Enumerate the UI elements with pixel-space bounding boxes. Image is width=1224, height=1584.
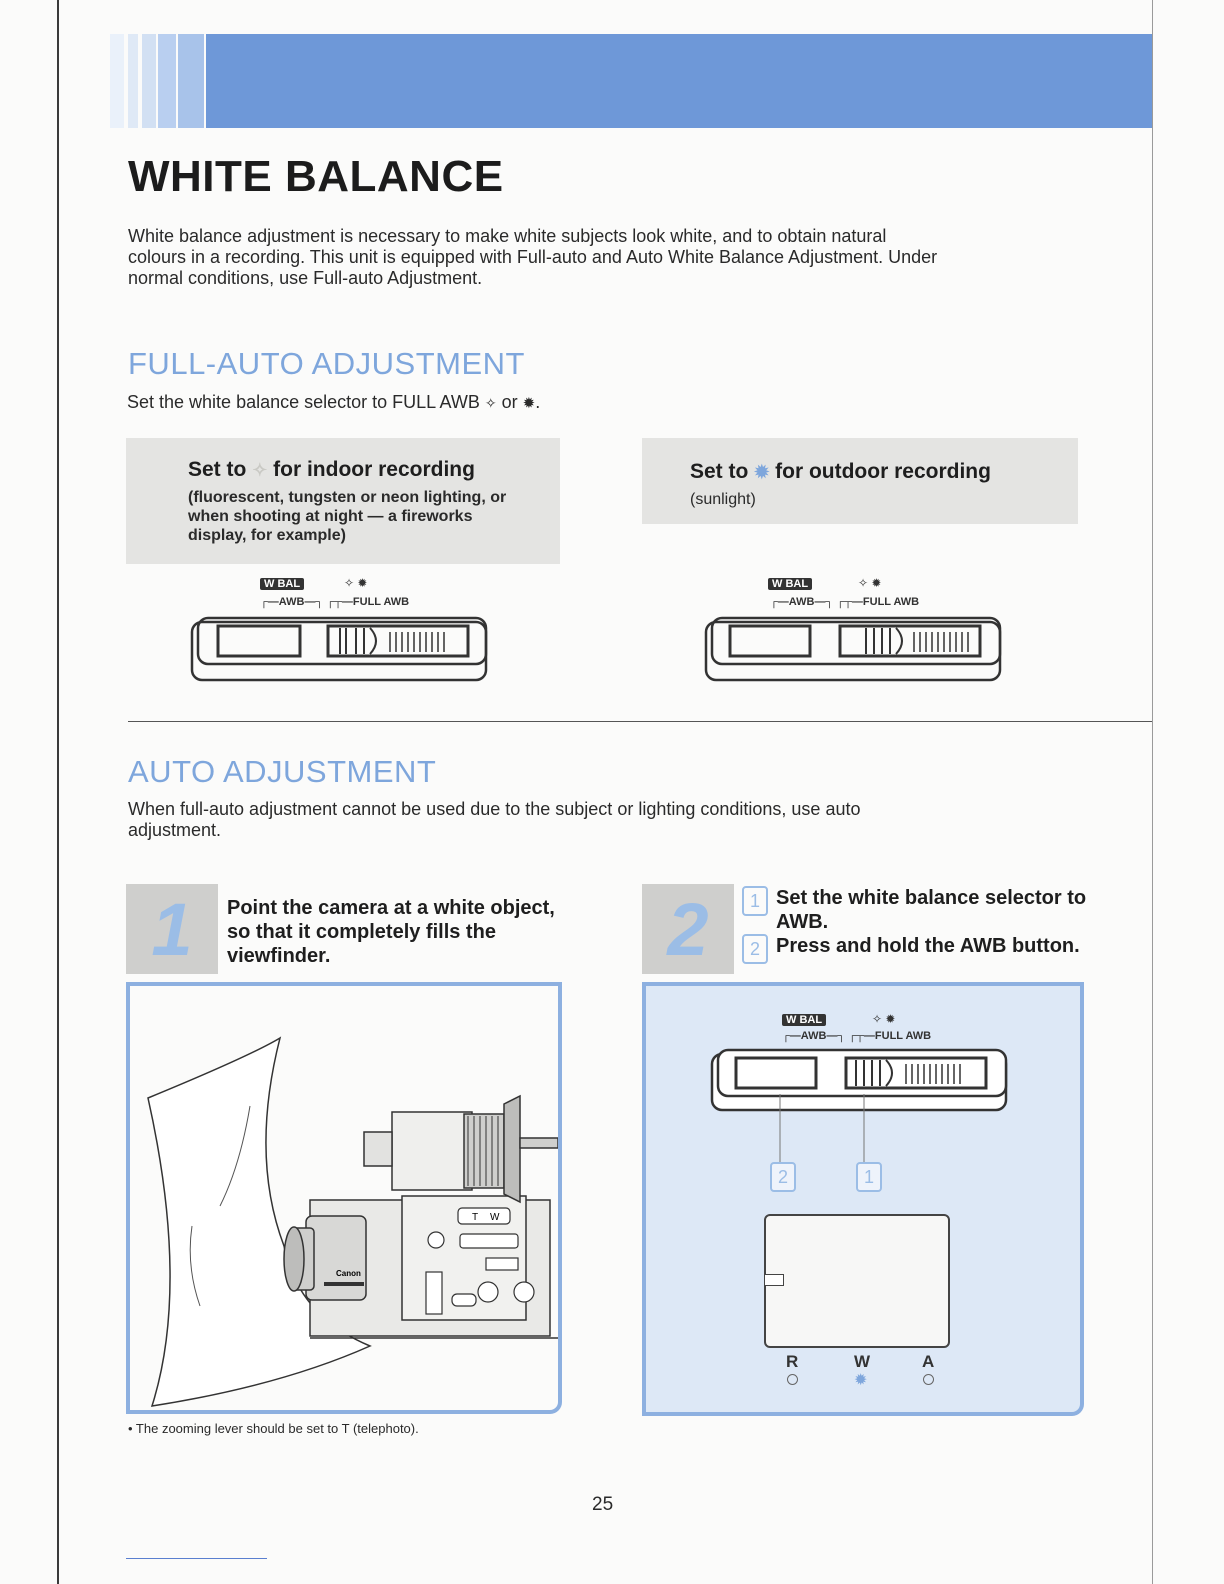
selector-diagram-indoor: [190, 576, 490, 686]
outdoor-title-post: for outdoor recording: [775, 460, 991, 483]
step-1-digit: 1: [151, 887, 193, 971]
indoor-title: [188, 458, 475, 482]
section-divider: [128, 721, 1152, 722]
bulb-sun-icons: ✧ ✹: [872, 1012, 896, 1026]
zoom-t-label: T: [472, 1212, 479, 1223]
intro-paragraph: White balance adjustment is necessary to make white subjects look white, and to obtain natural colours in a recording. This unit is equipped with Full-auto and Auto White Balance Adjustment. Under normal conditions, use Full-auto Adjustment.: [128, 226, 938, 288]
step-2-illustration: [642, 982, 1084, 1416]
awb-text: AWB: [788, 596, 815, 608]
bulb-icon: ✧: [252, 460, 268, 480]
outdoor-text: (sunlight): [690, 491, 756, 508]
awb-text: AWB: [278, 596, 305, 608]
switch-drawing: [704, 614, 1004, 686]
viewfinder-marker: [764, 1274, 784, 1286]
awb-label: ┌—AWB—┐ ┌┬—FULL AWB: [770, 596, 920, 608]
outdoor-box: [642, 438, 1078, 524]
viewfinder-screen: [764, 1214, 950, 1348]
camera-brand-label: Canon: [336, 1269, 361, 1278]
step-1-text: Point the camera at a white object, so that it completely fills the viewfinder.: [227, 897, 555, 967]
step-2-item-1-text: Set the white balance selector to AWB.: [776, 887, 1087, 933]
indoor-box: [126, 438, 560, 564]
indicator-w: W: [854, 1352, 871, 1371]
header-banner: [110, 34, 1152, 128]
full-auto-desc-end: .: [535, 392, 541, 412]
step-1-illustration: [126, 982, 562, 1414]
sun-icon: ✹: [754, 462, 770, 482]
footer-line: [126, 1558, 267, 1559]
indicator-a: A: [922, 1352, 935, 1371]
switch-drawing: [190, 614, 490, 686]
step-2-item-2-text: Press and hold the AWB button.: [776, 935, 1080, 957]
full-awb-text: FULL AWB: [874, 1030, 932, 1042]
awb-label: ┌—AWB—┐ ┌┬—FULL AWB: [782, 1030, 932, 1042]
right-margin-rule: [1152, 0, 1153, 1584]
left-margin-rule: [57, 0, 59, 1584]
step-2-number: [642, 884, 734, 974]
indoor-text: (fluorescent, tungsten or neon lighting, or when shooting at night — a fireworks display, for example): [188, 489, 507, 544]
indoor-title-post: for indoor recording: [273, 458, 475, 481]
step-2-digit: 2: [667, 887, 709, 971]
callout-badge-1: 1: [856, 1162, 882, 1192]
step-2-item-1: [742, 886, 1088, 934]
zoom-w-label: W: [490, 1212, 500, 1223]
page-number: 25: [592, 1494, 614, 1515]
auto-heading: AUTO ADJUSTMENT: [128, 754, 437, 789]
bulb-sun-icons: ✧ ✹: [344, 576, 368, 590]
step-1-number: [126, 884, 218, 974]
indicator-r-lamp: [787, 1374, 798, 1385]
callout-badge-2: 2: [770, 1162, 796, 1192]
full-awb-text: FULL AWB: [352, 596, 410, 608]
indicator-r: R: [786, 1352, 799, 1371]
selector-diagram-outdoor: [704, 576, 1004, 686]
callout-lines: [646, 986, 1080, 1412]
step-2-items: [742, 886, 1088, 964]
indoor-title-pre: Set to: [188, 458, 247, 481]
indicator-w-lamp-lit: ✹: [854, 1372, 868, 1389]
bulb-sun-icons: ✧ ✹: [858, 576, 882, 590]
indicator-a-lamp: [923, 1374, 934, 1385]
full-auto-desc-or: or: [501, 392, 518, 412]
full-awb-text: FULL AWB: [862, 596, 920, 608]
step-2-badge-1: 1: [742, 886, 768, 916]
wbal-label: W BAL: [768, 578, 812, 590]
full-auto-desc-text: Set the white balance selector to FULL AWB: [127, 392, 480, 412]
footnote: • The zooming lever should be set to T (telephoto).: [128, 1421, 419, 1436]
step-2-item-2: [742, 934, 1088, 964]
page-title: WHITE BALANCE: [128, 152, 504, 201]
sun-icon: ✹: [522, 395, 536, 412]
step-2-badge-2: 2: [742, 934, 768, 964]
wbal-label: W BAL: [782, 1014, 826, 1026]
awb-label: ┌—AWB—┐ ┌┬—FULL AWB: [260, 596, 410, 608]
awb-text: AWB: [800, 1030, 827, 1042]
outdoor-title: [690, 460, 991, 484]
camera-pointing-at-white-card: [130, 986, 558, 1410]
full-auto-heading: FULL-AUTO ADJUSTMENT: [128, 346, 525, 381]
wbal-label: W BAL: [260, 578, 304, 590]
bulb-icon: ✧: [484, 395, 497, 411]
auto-description: When full-auto adjustment cannot be used due to the subject or lighting conditions, use auto adjustment.: [128, 799, 861, 840]
outdoor-title-pre: Set to: [690, 460, 749, 483]
full-auto-description: [127, 392, 540, 414]
